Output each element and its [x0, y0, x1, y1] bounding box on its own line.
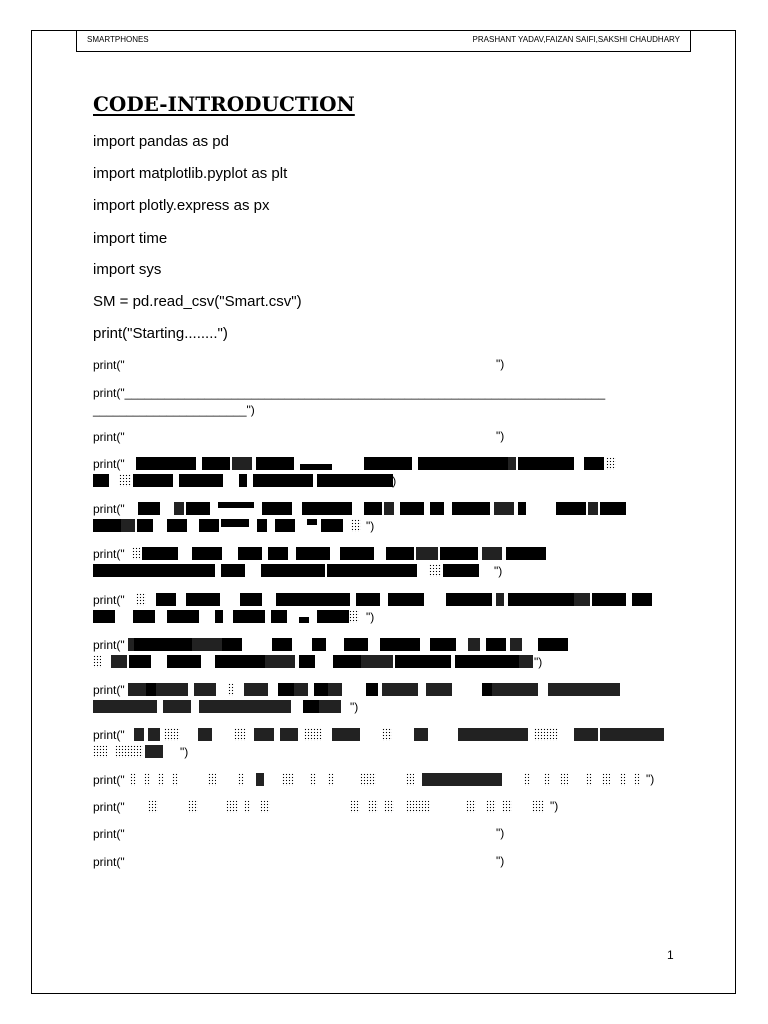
page-title: CODE-INTRODUCTION	[93, 92, 355, 116]
code-line: SM = pd.read_csv("Smart.csv")	[93, 293, 302, 310]
print-close: ")	[180, 745, 189, 759]
ascii-art-row	[128, 638, 578, 652]
print-statement	[93, 546, 125, 563]
ascii-art-row	[134, 728, 664, 742]
print-open: print("	[93, 638, 125, 652]
print-statement	[93, 799, 125, 816]
print-open: print("	[93, 457, 125, 471]
ascii-art-row	[93, 700, 363, 714]
code-line: import plotly.express as px	[93, 197, 270, 214]
print-open: print("	[93, 827, 125, 841]
print-close: ")	[350, 700, 359, 714]
print-rule-line-2: _______________________")	[93, 403, 255, 417]
ascii-art-row	[132, 547, 552, 561]
ascii-art-row	[93, 474, 403, 488]
ascii-art-row	[93, 610, 383, 624]
print-close: ")	[496, 429, 505, 443]
ascii-art-row	[93, 564, 493, 578]
print-statement	[93, 429, 125, 446]
print-close: ")	[366, 519, 375, 533]
page-number: 1	[667, 948, 674, 962]
print-statement	[93, 682, 125, 699]
print-open: print("	[93, 800, 125, 814]
page-header	[76, 30, 691, 52]
print-close: ")	[388, 474, 397, 488]
header-title: SMARTPHONES	[87, 35, 149, 44]
code-line: print("Starting........")	[93, 325, 228, 342]
print-open: print("	[93, 593, 125, 607]
print-rule-line-1: print("________________________________________________________________________	[93, 386, 606, 400]
print-statement	[93, 501, 125, 518]
print-close: ")	[534, 655, 543, 669]
print-close: ")	[496, 826, 505, 840]
print-close: ")	[496, 357, 505, 371]
ascii-art-row	[93, 519, 383, 533]
print-close: ")	[494, 564, 503, 578]
print-open: print("	[93, 728, 125, 742]
print-statement	[93, 357, 125, 374]
print-close: ")	[366, 610, 375, 624]
print-open: print("	[93, 358, 125, 372]
ascii-art-row	[130, 773, 650, 787]
code-line: import pandas as pd	[93, 133, 229, 150]
code-line: import sys	[93, 261, 162, 278]
print-open: print("	[93, 683, 125, 697]
print-statement	[93, 727, 125, 744]
print-statement	[93, 592, 125, 609]
print-close: ")	[496, 854, 505, 868]
print-statement	[93, 456, 125, 473]
print-statement	[93, 826, 125, 843]
print-open: print("	[93, 430, 125, 444]
print-close: ")	[550, 799, 559, 813]
ascii-art-row	[148, 800, 548, 814]
print-open: print("	[93, 773, 125, 787]
print-statement	[93, 772, 125, 789]
print-close: ")	[646, 772, 655, 786]
ascii-art-row	[136, 457, 616, 471]
print-statement	[93, 637, 125, 654]
code-line: import matplotlib.pyplot as plt	[93, 165, 288, 182]
ascii-art-row	[136, 593, 656, 607]
code-line: import time	[93, 230, 168, 247]
ascii-art-row	[93, 745, 193, 759]
ascii-art-row	[128, 683, 620, 697]
print-open: print("	[93, 502, 125, 516]
print-open: print("	[93, 547, 125, 561]
print-statement	[93, 854, 125, 871]
ascii-art-row	[138, 502, 628, 516]
header-authors: PRASHANT YADAV,FAIZAN SAIFI,SAKSHI CHAUDHARY	[472, 35, 680, 44]
print-open: print("	[93, 855, 125, 869]
ascii-art-row	[93, 655, 533, 669]
